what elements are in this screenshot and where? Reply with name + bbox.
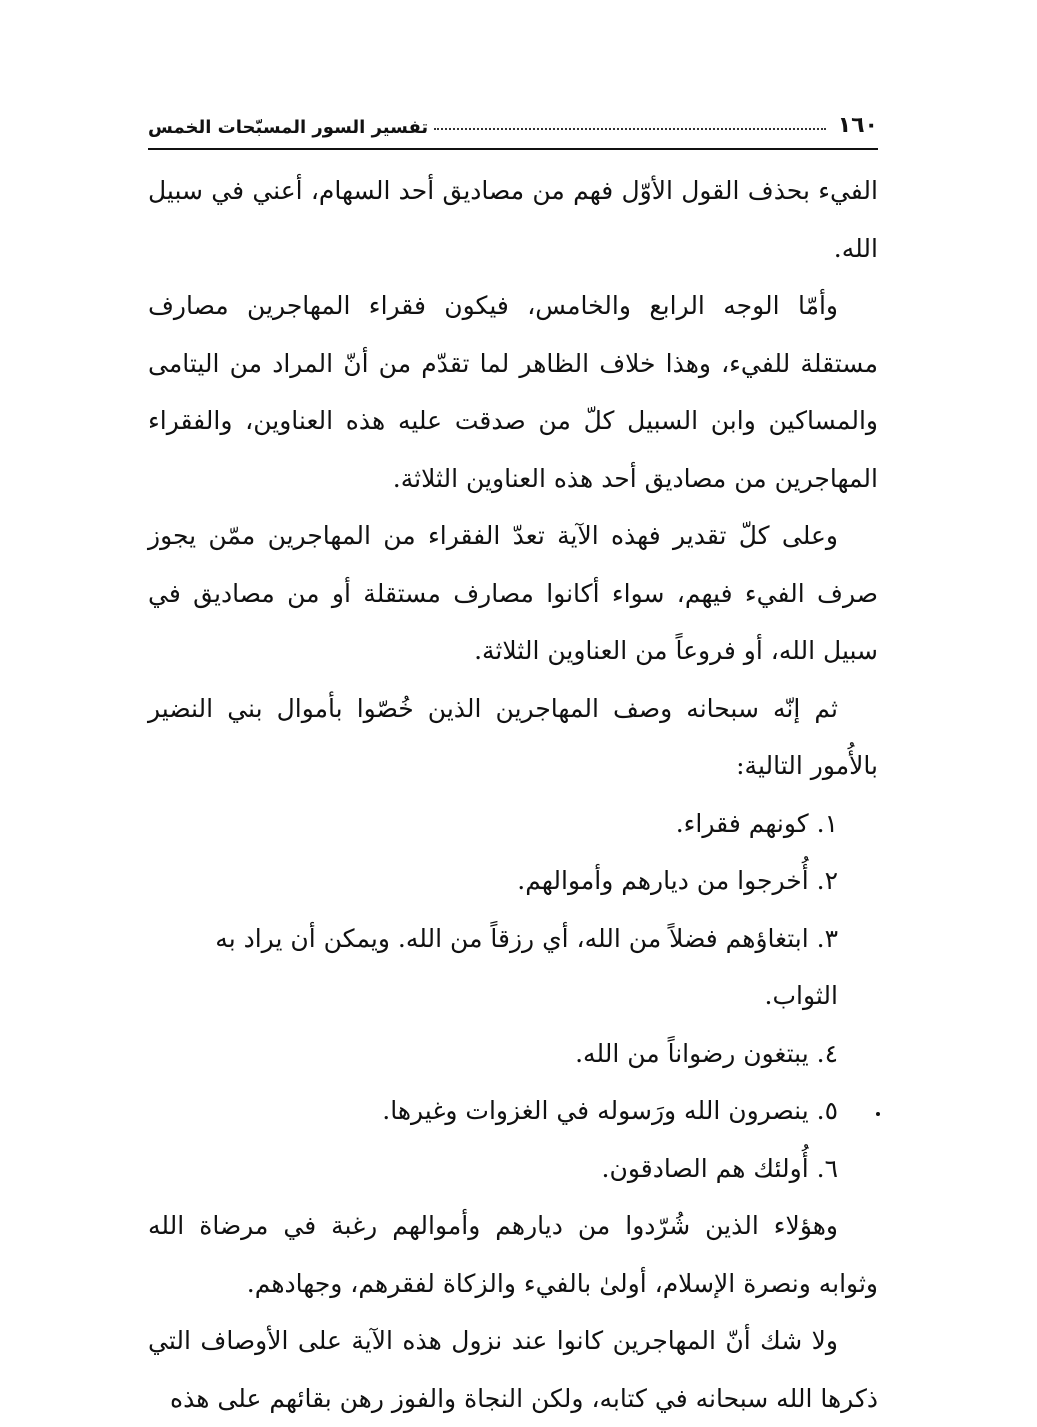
- header-rule: [148, 148, 878, 150]
- paragraph-continuation: الفيء بحذف القول الأوّل فهم من مصاديق أحد السهام، أعني في سبيل الله.: [148, 176, 878, 263]
- list-item: ١. كونهم فقراء.: [675, 808, 838, 838]
- paragraph: وعلى كلّ تقدير فهذه الآية تعدّ الفقراء من المهاجرين ممّن يجوز صرف الفيء فيهم، سواء أكانوا مصارف مستقلة أو من مصاديق في سبيل الله، أو فروعاً من العناوين الثلاثة.: [148, 521, 878, 665]
- list-item: ٥. ينصرون الله ورَسوله في الغزوات وغيرها.: [382, 1096, 838, 1125]
- running-title: تفسير السور المسبّحات الخمس: [148, 117, 429, 138]
- list-item: ٣. ابتغاؤهم فضلاً من الله، أي رزقاً من الله. ويمكن أن يراد به الثواب.: [215, 923, 838, 1010]
- margin-mark: [876, 1112, 880, 1116]
- list-item: ٢. أُخرجوا من ديارهم وأموالهم.: [517, 866, 838, 895]
- paragraph: وهؤلاء الذين شُرّدوا من ديارهم وأموالهم رغبة في مرضاة الله وثوابه ونصرة الإسلام، أولىٰ بالفيء والزكاة لفقرهم، وجهادهم.: [148, 1211, 878, 1298]
- page-number: ١٦٠: [837, 113, 878, 138]
- list-item: ٤. يبتغون رضواناً من الله.: [575, 1038, 838, 1068]
- page-header: [148, 104, 878, 138]
- page-body: [148, 162, 878, 1427]
- paragraph: وأمّا الوجه الرابع والخامس، فيكون فقراء المهاجرين مصارف مستقلة للفيء، وهذا خلاف الظاهر لما تقدّم من أنّ المراد من اليتامى والمساكين وابن السبيل كلّ من صدقت عليه هذه العناوين، والفقراء المهاجرين من مصاديق أحد هذه العناوين الثلاثة.: [148, 291, 878, 493]
- paragraph: ثم إنّه سبحانه وصف المهاجرين الذين خُصّوا بأموال بني النضير بالأُمور التالية:: [148, 693, 878, 780]
- header-leader-dots: [434, 128, 826, 130]
- list-item: ٦. أُولئك هم الصادقون.: [601, 1153, 838, 1183]
- paragraph: ولا شك أنّ المهاجرين كانوا عند نزول هذه الآية على الأوصاف التي ذكرها الله سبحانه في كتابه، ولكن النجاة والفوز رهن بقائهم على هذه: [148, 1326, 878, 1413]
- attributes-list: [148, 795, 878, 1198]
